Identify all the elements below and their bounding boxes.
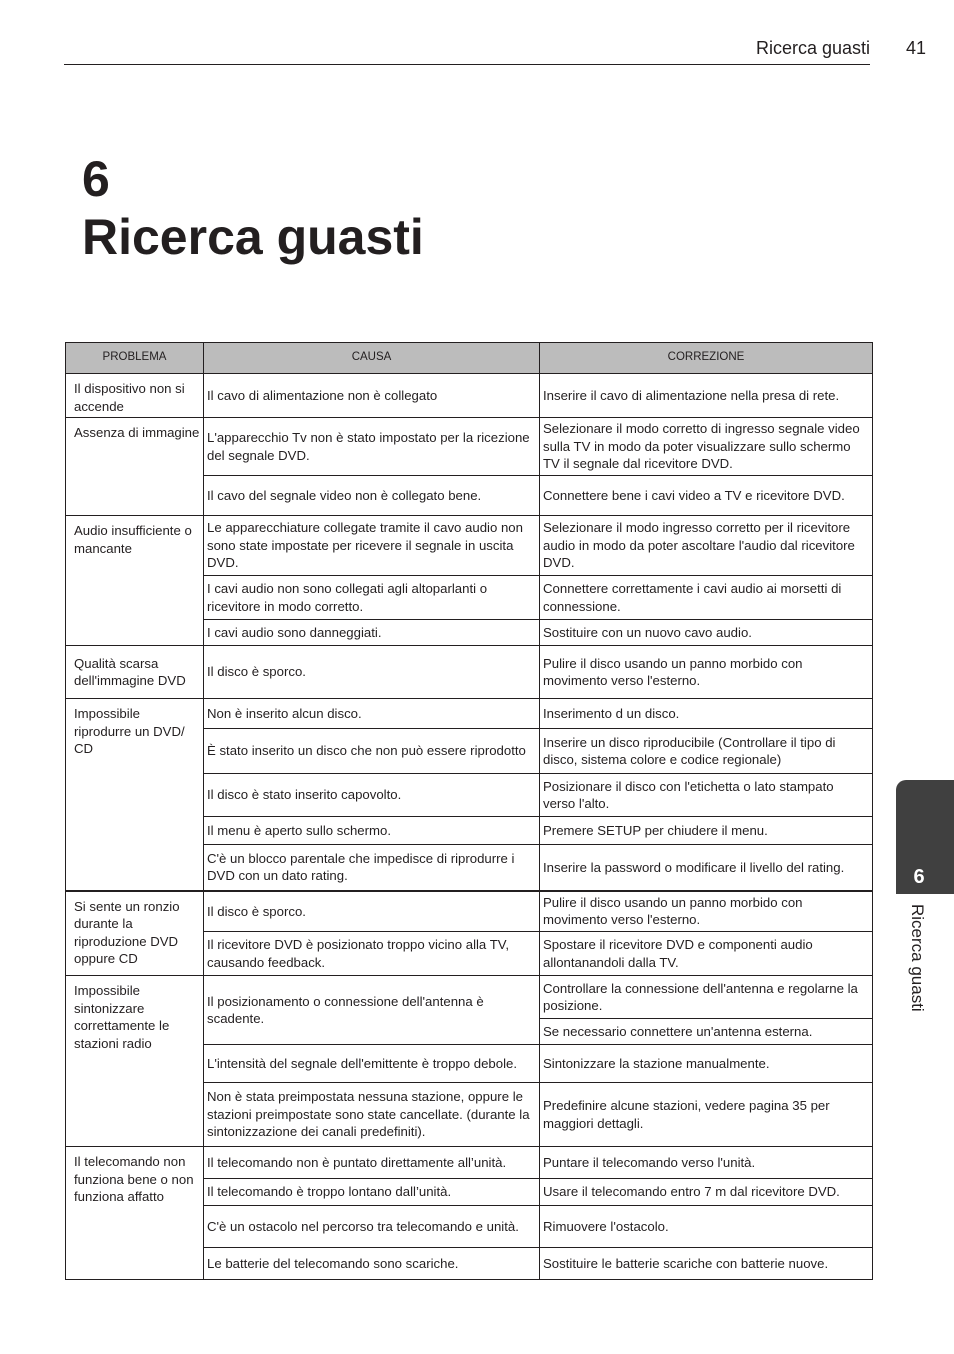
side-tab-label: Ricerca guasti <box>908 904 927 1012</box>
table-row <box>66 699 873 729</box>
cause-cell: Il disco è sporco. <box>204 891 540 932</box>
problem-cell: Assenza di immagine <box>66 418 204 516</box>
cause-cell: Il menu è aperto sullo schermo. <box>204 817 540 845</box>
cause-cell: L'apparecchio Tv non è stato impostato per la ricezione del segnale DVD. <box>204 418 540 476</box>
cause-cell: Le batterie del telecomando sono scariche. <box>204 1248 540 1280</box>
cause-cell: Il telecomando non è puntato direttamente all’unità. <box>204 1147 540 1179</box>
correction-cell: Spostare il ricevitore DVD e componenti audio allontanandoli dalla TV. <box>540 932 873 976</box>
table-row <box>66 418 873 476</box>
cause-cell: I cavi audio non sono collegati agli altoparlanti o ricevitore in modo corretto. <box>204 576 540 620</box>
problem-cell: Qualità scarsa dell'immagine DVD <box>66 646 204 699</box>
cause-cell: Il cavo di alimentazione non è collegato <box>204 374 540 418</box>
correction-cell: Sostituire con un nuovo cavo audio. <box>540 620 873 646</box>
correction-cell: Connettere correttamente i cavi audio ai morsetti di connessione. <box>540 576 873 620</box>
table-row <box>66 976 873 1019</box>
problem-cell: Impossibile riprodurre un DVD/ CD <box>66 699 204 891</box>
cause-cell: Il telecomando è troppo lontano dall’unità. <box>204 1179 540 1206</box>
problem-cell: Audio insufficiente o mancante <box>66 516 204 646</box>
correction-cell: Selezionare il modo corretto di ingresso segnale video sulla TV in modo da poter visualizzare sullo schermo TV il segnale dal ricevitore DVD. <box>540 418 873 476</box>
correction-cell: Inserire un disco riproducibile (Controllare il tipo di disco, sistema colore e codice regionale) <box>540 729 873 774</box>
problem-cell: Il dispositivo non si accende <box>66 374 204 418</box>
table-row <box>66 891 873 932</box>
cause-cell: Il cavo del segnale video non è collegato bene. <box>204 476 540 516</box>
chapter-side-tab <box>896 780 954 894</box>
cause-cell: Il disco è stato inserito capovolto. <box>204 774 540 817</box>
cause-cell: Non è inserito alcun disco. <box>204 699 540 729</box>
correction-cell: Pulire il disco usando un panno morbido con movimento verso l'esterno. <box>540 891 873 932</box>
problem-cell: Il telecomando non funziona bene o non funziona affatto <box>66 1147 204 1280</box>
chapter-number: 6 <box>82 151 110 207</box>
correction-cell: Premere SETUP per chiudere il menu. <box>540 817 873 845</box>
header-correction: CORREZIONE <box>540 343 873 374</box>
cause-cell: Il ricevitore DVD è posizionato troppo vicino alla TV, causando feedback. <box>204 932 540 976</box>
correction-cell: Predefinire alcune stazioni, vedere pagina 35 per maggiori dettagli. <box>540 1083 873 1147</box>
correction-cell: Posizionare il disco con l'etichetta o lato stampato verso l'alto. <box>540 774 873 817</box>
correction-cell: Sintonizzare la stazione manualmente. <box>540 1045 873 1083</box>
problem-cell: Si sente un ronzio durante la riproduzione DVD oppure CD <box>66 891 204 976</box>
chapter-title: Ricerca guasti <box>82 209 424 265</box>
correction-cell: Inserire la password o modificare il livello del rating. <box>540 845 873 891</box>
running-header-title: Ricerca guasti <box>755 38 870 58</box>
chapter-heading <box>82 150 424 266</box>
cause-cell: L'intensità del segnale dell'emittente è troppo debole. <box>204 1045 540 1083</box>
table-row <box>66 1147 873 1179</box>
table-header-row <box>66 343 873 374</box>
table-row <box>66 646 873 699</box>
correction-cell: Connettere bene i cavi video a TV e ricevitore DVD. <box>540 476 873 516</box>
correction-cell: Usare il telecomando entro 7 m dal ricevitore DVD. <box>540 1179 873 1206</box>
cause-cell: Non è stata preimpostata nessuna stazione, oppure le stazioni preimpostate sono state cancellate. (durante la sintonizzazione dei canali predefiniti). <box>204 1083 540 1147</box>
correction-cell: Rimuovere l'ostacolo. <box>540 1206 873 1248</box>
cause-cell: Le apparecchiature collegate tramite il cavo audio non sono state impostate per ricevere il segnale in uscita DVD. <box>204 516 540 576</box>
cause-cell: I cavi audio sono danneggiati. <box>204 620 540 646</box>
correction-cell: Inserire il cavo di alimentazione nella presa di rete. <box>540 374 873 418</box>
correction-cell: Sostituire le batterie scariche con batterie nuove. <box>540 1248 873 1280</box>
cause-cell: Il disco è sporco. <box>204 646 540 699</box>
page-number: 41 <box>906 38 927 58</box>
table-row <box>66 516 873 576</box>
cause-cell: È stato inserito un disco che non può essere riprodotto <box>204 729 540 774</box>
cause-cell: Il posizionamento o connessione dell'antenna è scadente. <box>204 976 540 1045</box>
running-header <box>64 36 870 65</box>
correction-cell: Selezionare il modo ingresso corretto per il ricevitore audio in modo da poter ascoltare l'audio dal ricevitore DVD. <box>540 516 873 576</box>
table-row <box>66 374 873 418</box>
troubleshooting-table <box>65 342 873 1280</box>
correction-cell: Se necessario connettere un'antenna esterna. <box>540 1019 873 1045</box>
correction-cell: Puntare il telecomando verso l'unità. <box>540 1147 873 1179</box>
problem-cell: Impossibile sintonizzare correttamente le stazioni radio <box>66 976 204 1147</box>
header-cause: CAUSA <box>204 343 540 374</box>
side-tab-number: 6 <box>913 866 925 888</box>
cause-cell: C'è un ostacolo nel percorso tra telecomando e unità. <box>204 1206 540 1248</box>
correction-cell: Controllare la connessione dell'antenna e regolarne la posizione. <box>540 976 873 1019</box>
correction-cell: Pulire il disco usando un panno morbido con movimento verso l'esterno. <box>540 646 873 699</box>
correction-cell: Inserimento d un disco. <box>540 699 873 729</box>
cause-cell: C'è un blocco parentale che impedisce di riprodurre i DVD con un dato rating. <box>204 845 540 891</box>
header-problem: PROBLEMA <box>66 343 204 374</box>
